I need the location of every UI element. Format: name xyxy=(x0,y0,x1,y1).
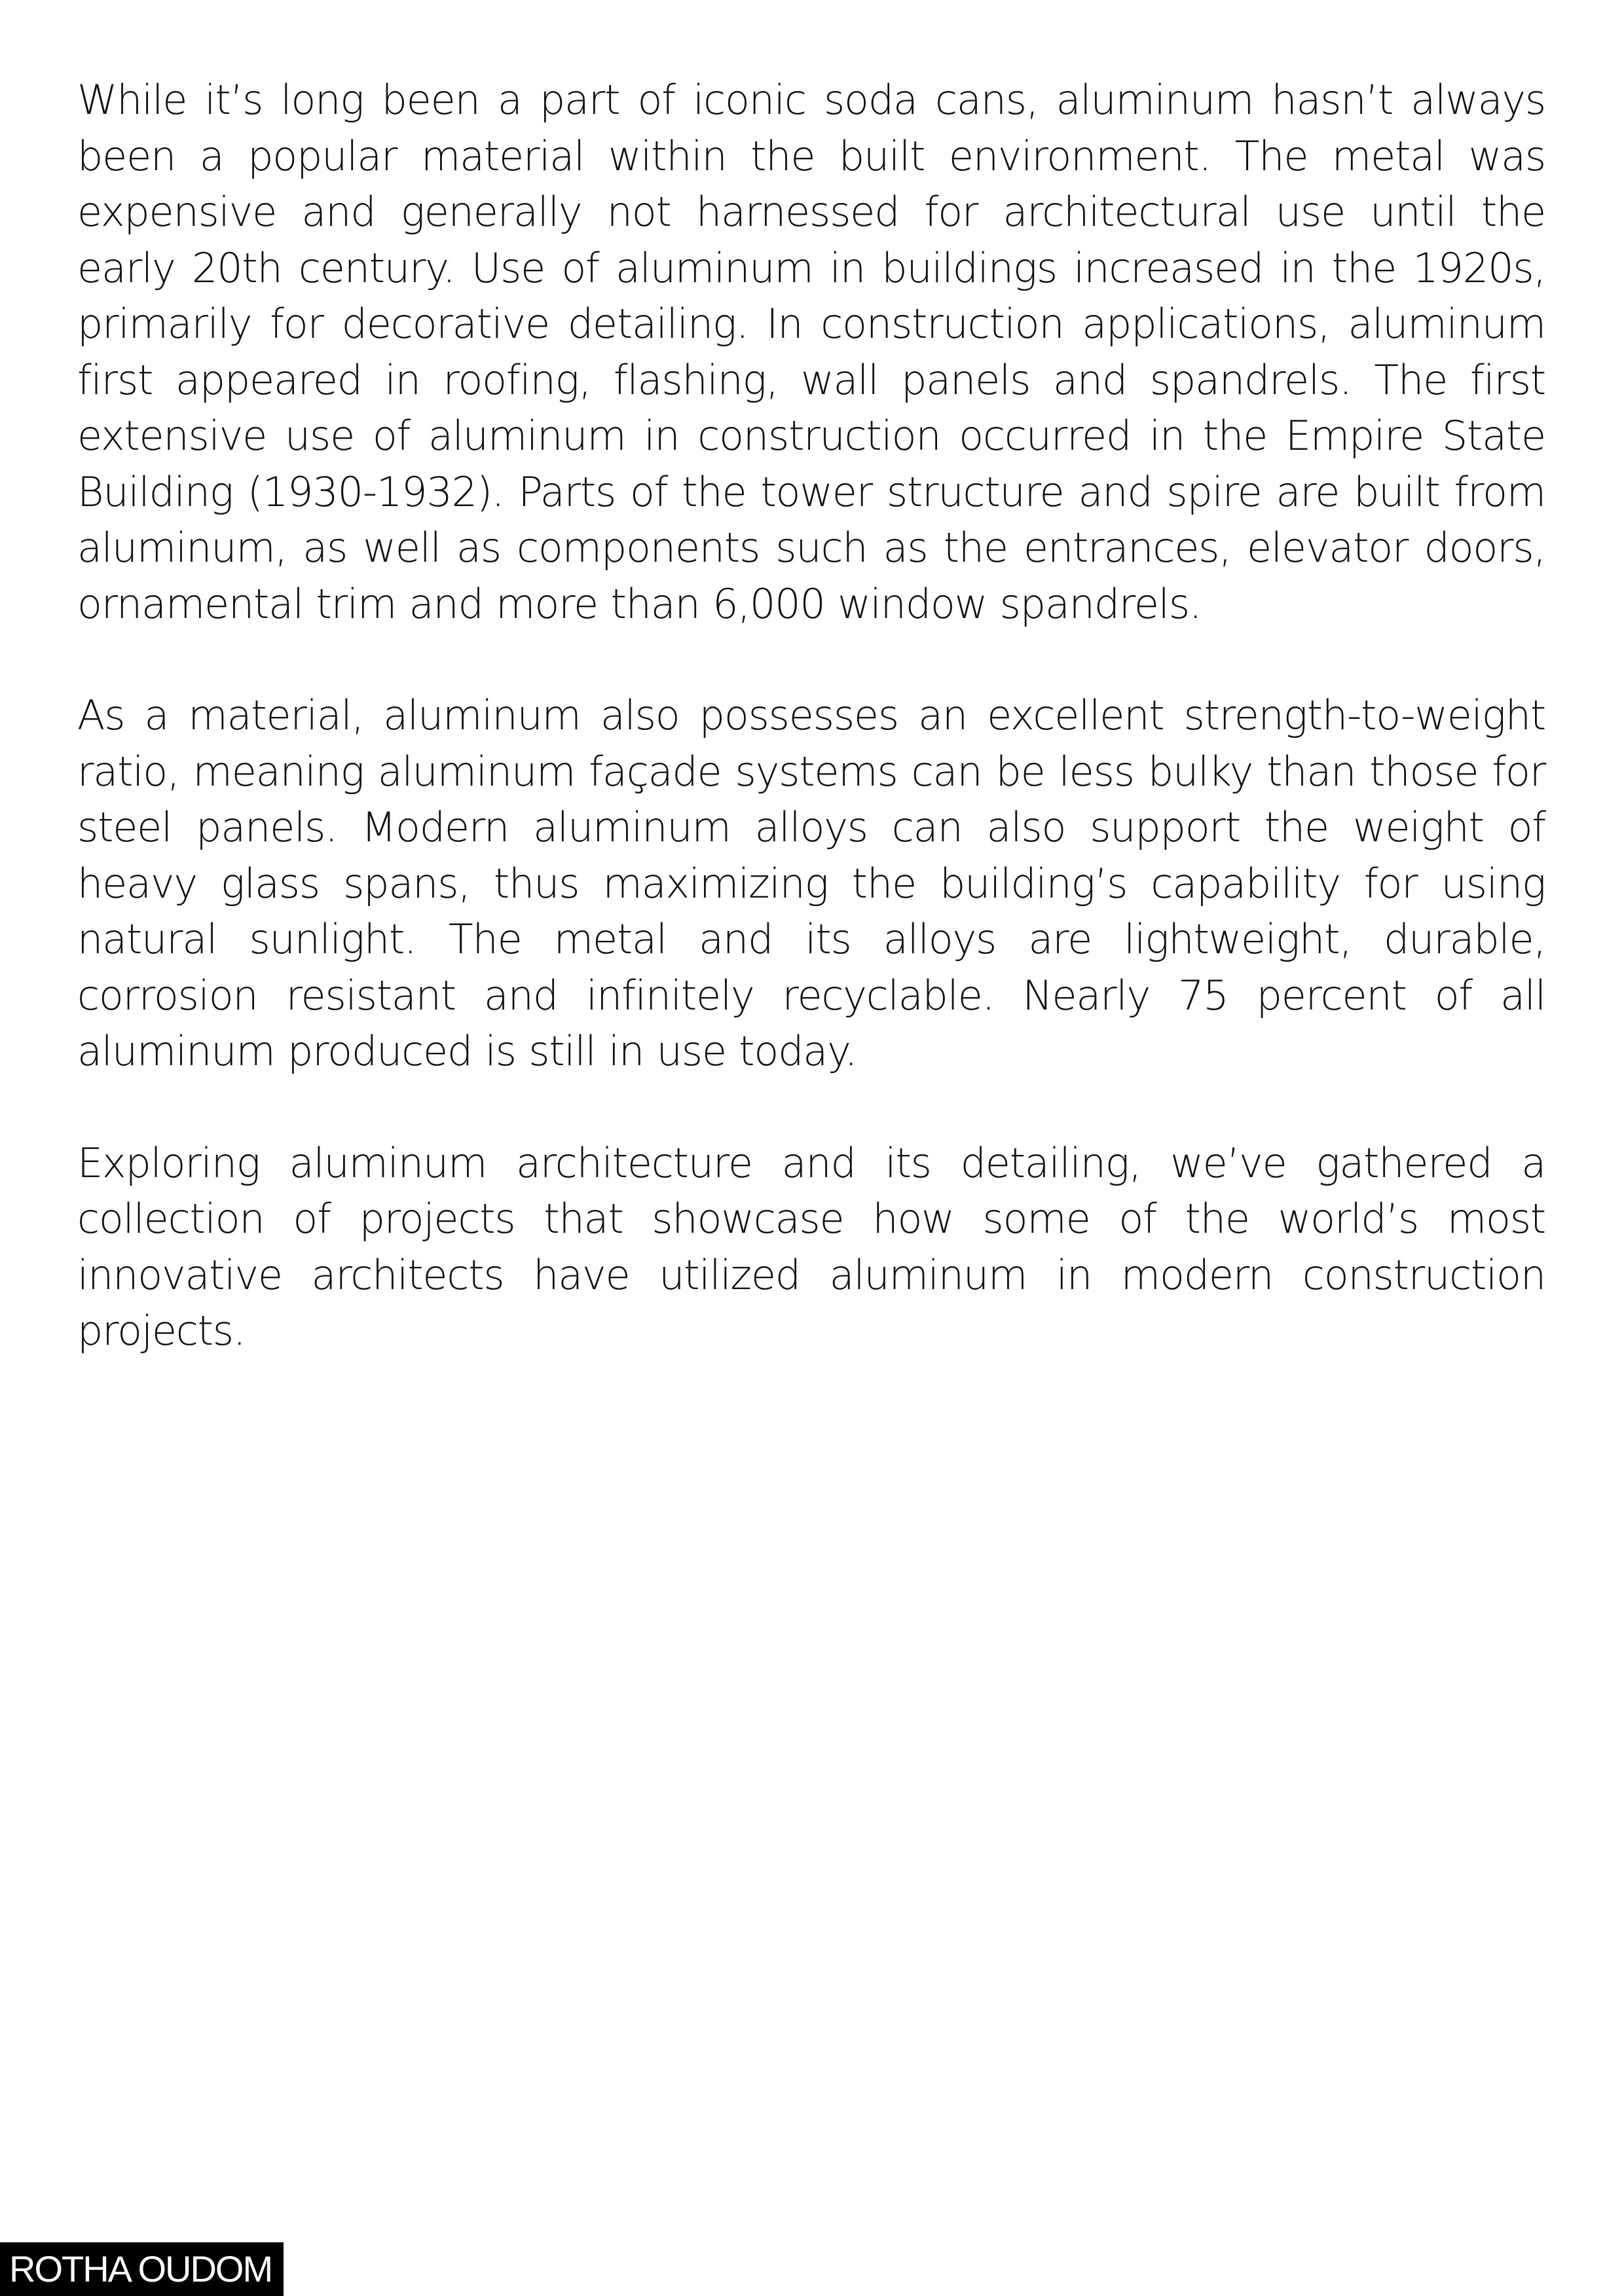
author-tag: ROTHA OUDOM xyxy=(0,2242,284,2296)
paragraph-history: While it’s long been a part of iconic soda cans, aluminum hasn’t always been a popular material within the built environment. The metal was expensive and generally not harnessed for architectural use until the early 20th century. Use of aluminum in buildings increased in the 1920s, primarily for decorative detailing. In construction applications, aluminum first appeared in roofing, flashing, wall panels and spandrels. The first extensive use of aluminum in construction occurred in the Empire State Building (1930-1932). Parts of the tower structure and spire are built from aluminum, as well as components such as the entrances, elevator doors, ornamental trim and more than 6,000 window spandrels. xyxy=(77,76,1545,628)
paragraph-properties: As a material, aluminum also possesses an excellent strength-to-weight ratio, meaning aluminum façade systems can be less bulky than those for steel panels. Modern aluminum alloys can also support the weight of heavy glass spans, thus maximizing the building’s capability for using natural sunlight. The metal and its alloys are lightweight, durable, corrosion resistant and infinitely recyclable. Nearly 75 percent of all aluminum produced is still in use today. xyxy=(77,691,1545,1075)
paragraph-projects-intro: Exploring aluminum architecture and its detailing, we’ve gathered a collection of projects that showcase how some of the world’s most innovative architects have utilized aluminum in modern construction projects. xyxy=(77,1139,1545,1355)
article-body xyxy=(77,72,1545,1415)
